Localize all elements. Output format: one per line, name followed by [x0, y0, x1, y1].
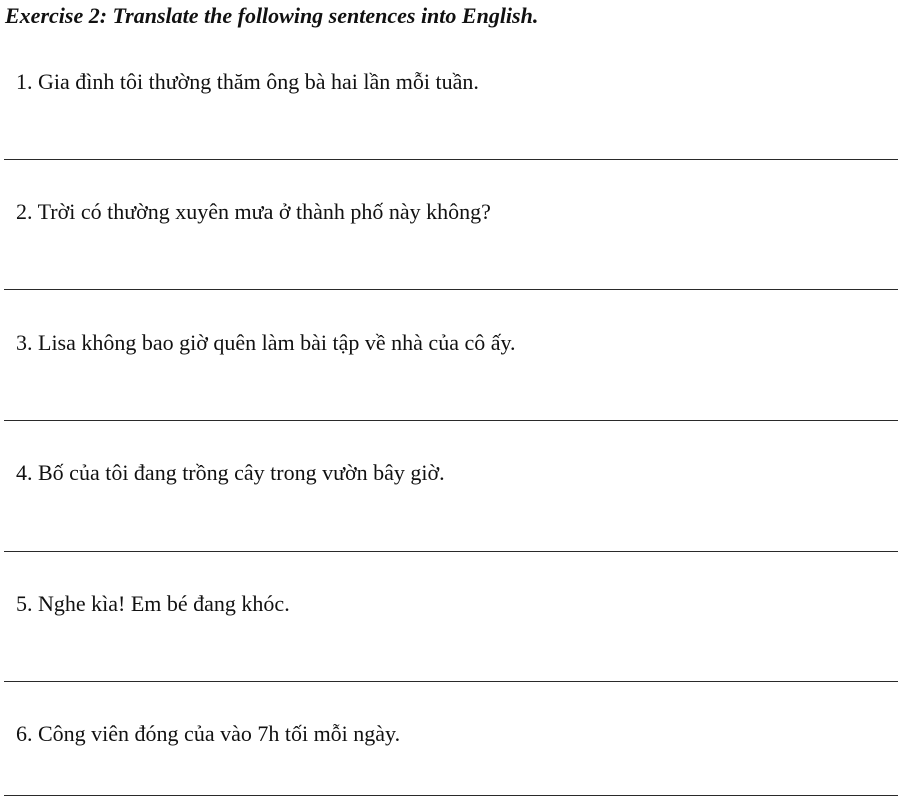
answer-line-1[interactable] [4, 159, 898, 160]
sentence-3: 3. Lisa không bao giờ quên làm bài tập về nhà của cô ấy. [16, 330, 516, 355]
exercise-title: Exercise 2: Translate the following sentences into English. [5, 3, 539, 28]
answer-line-6[interactable] [4, 795, 898, 796]
sentence-2: 2. Trời có thường xuyên mưa ở thành phố này không? [16, 199, 491, 224]
answer-line-3[interactable] [4, 420, 898, 421]
sentence-6: 6. Công viên đóng của vào 7h tối mỗi ngày. [16, 721, 401, 746]
sentence-4: 4. Bố của tôi đang trồng cây trong vườn bây giờ. [16, 460, 445, 485]
answer-line-2[interactable] [4, 289, 898, 290]
sentence-5: 5. Nghe kìa! Em bé đang khóc. [16, 591, 290, 616]
answer-line-5[interactable] [4, 681, 898, 682]
answer-line-4[interactable] [4, 551, 898, 552]
sentence-1: 1. Gia đình tôi thường thăm ông bà hai lần mỗi tuần. [16, 69, 479, 94]
